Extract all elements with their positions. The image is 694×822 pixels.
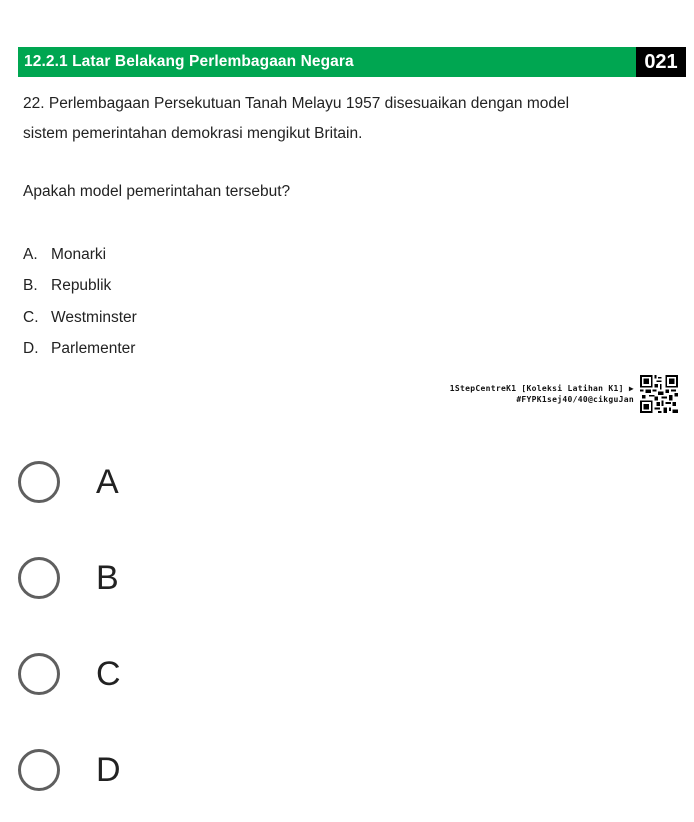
radio-circle-icon[interactable] bbox=[18, 557, 60, 599]
qr-code-icon bbox=[640, 375, 678, 413]
option-text: Republik bbox=[51, 277, 112, 294]
answer-label: D bbox=[96, 750, 121, 789]
answer-option-a[interactable] bbox=[18, 452, 318, 512]
radio-circle-icon[interactable] bbox=[18, 461, 60, 503]
option-text: Monarki bbox=[51, 246, 107, 263]
option-text: Westminster bbox=[51, 309, 137, 326]
section-header bbox=[18, 47, 686, 77]
question-code-badge: 021 bbox=[636, 47, 686, 77]
option-text: Parlementer bbox=[51, 340, 136, 357]
section-title: 12.2.1 Latar Belakang Perlembagaan Negara bbox=[24, 53, 354, 70]
question-card bbox=[18, 47, 686, 437]
radio-circle-icon[interactable] bbox=[18, 653, 60, 695]
credit-line-2: #FYPK1sej40/40@cikguJan bbox=[516, 395, 634, 404]
option-letter: B. bbox=[23, 277, 38, 294]
credit-line-1: 1StepCentreK1 [Koleksi Latihan K1] ▶ bbox=[449, 384, 634, 393]
answer-label: B bbox=[96, 558, 119, 597]
option-letter: C. bbox=[23, 309, 39, 326]
option-b bbox=[23, 277, 111, 295]
option-letter: D. bbox=[23, 340, 39, 357]
option-a bbox=[23, 246, 106, 264]
answer-option-c[interactable] bbox=[18, 644, 318, 704]
answer-option-d[interactable] bbox=[18, 740, 318, 800]
question-line-2: sistem pemerintahan demokrasi mengikut Britain. bbox=[23, 125, 363, 142]
option-letter: A. bbox=[23, 246, 38, 263]
question-text bbox=[23, 89, 673, 149]
answer-label: A bbox=[96, 462, 119, 501]
radio-circle-icon[interactable] bbox=[18, 749, 60, 791]
credit-text bbox=[450, 383, 634, 405]
question-prompt: Apakah model pemerintahan tersebut? bbox=[23, 183, 291, 200]
question-line-1: 22. Perlembagaan Persekutuan Tanah Melayu 1957 disesuaikan dengan model bbox=[23, 95, 570, 112]
answer-option-b[interactable] bbox=[18, 548, 318, 608]
option-d bbox=[23, 340, 135, 358]
option-c bbox=[23, 309, 137, 327]
answer-label: C bbox=[96, 654, 121, 693]
